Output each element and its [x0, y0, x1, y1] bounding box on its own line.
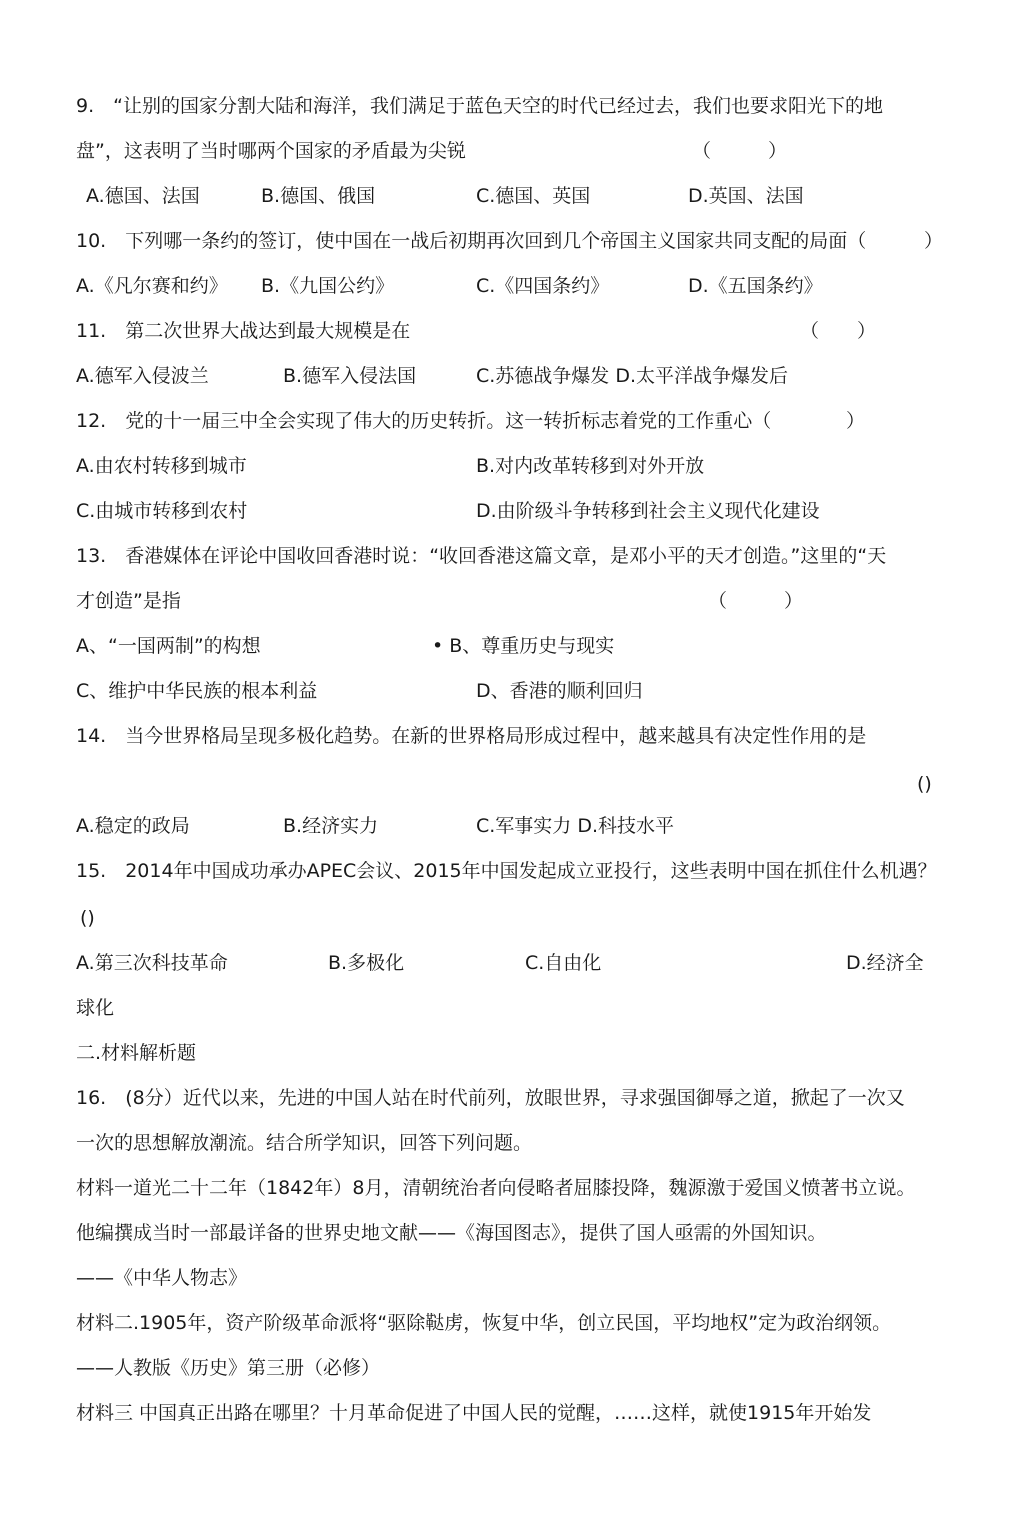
q12-stem-line1: 12. 党的十一届三中全会实现了伟大的历史转折。这一转折标志着党的工作重心（ — [76, 410, 772, 432]
q11-option-cd: C.苏德战争爆发 D.太平洋战争爆发后 — [476, 365, 789, 387]
q9-option-b: B.德国、俄国 — [261, 185, 376, 207]
q14-option-a: A.稳定的政局 — [76, 815, 190, 837]
q16-stem-line1: 16. (8分）近代以来，先进的中国人站在时代前列，放眼世界，寻求强国御辱之道，掀起了一次又 — [76, 1087, 905, 1109]
q12-option-d: D.由阶级斗争转移到社会主义现代化建设 — [476, 500, 820, 522]
q11-answer-paren: （ ） — [800, 320, 877, 342]
q15-option-a: A.第三次科技革命 — [76, 952, 228, 974]
q9-option-a: A.德国、法国 — [86, 185, 200, 207]
q12-paren-close: ） — [846, 410, 866, 432]
q13-stem-line2: 才创造”是指 — [76, 590, 181, 612]
q15-answer-paren: () — [80, 907, 95, 929]
q10-option-b: B.《九国公约》 — [261, 275, 395, 297]
material-2-source: ——人教版《历史》第三册（必修） — [76, 1357, 381, 1379]
q14-stem-line1: 14. 当今世界格局呈现多极化趋势。在新的世界格局形成过程中，越来越具有决定性作用的是 — [76, 725, 867, 747]
q14-option-cd: C.军事实力 D.科技水平 — [476, 815, 675, 837]
q13-stem-line1: 13. 香港媒体在评论中国收回香港时说：“收回香港这篇文章，是邓小平的天才创造。”这里的“天 — [76, 545, 887, 567]
material-1-source: ——《中华人物志》 — [76, 1267, 248, 1289]
q10-option-a: A.《凡尔赛和约》 — [76, 275, 228, 297]
q15-option-d: D.经济全 — [846, 952, 924, 974]
material-1-line1: 材料一道光二十二年（1842年）8月，清朝统治者向侵略者屈膝投降，魏源激于爱国义愤著书立说。 — [76, 1177, 916, 1199]
q11-stem-line1: 11. 第二次世界大战达到最大规模是在 — [76, 320, 411, 342]
q12-option-a: A.由农村转移到城市 — [76, 455, 247, 477]
q10-paren-close: ） — [924, 230, 944, 252]
material-2-line1: 材料二.1905年，资产阶级革命派将“驱除鞑虏，恢复中华，创立民国，平均地权”定为政治纲领。 — [76, 1312, 892, 1334]
q15-option-b: B.多极化 — [328, 952, 405, 974]
q15-stem-line1: 15. 2014年中国成功承办APEC会议、2015年中国发起成立亚投行，这些表明中国在抓住什么机遇？ — [76, 860, 937, 882]
q10-stem-line1: 10. 下列哪一条约的签订，使中国在一战后初期再次回到几个帝国主义国家共同支配的局面（ — [76, 230, 867, 252]
q13-option-c: C、维护中华民族的根本利益 — [76, 680, 318, 702]
section-heading: 二.材料解析题 — [76, 1042, 197, 1064]
q10-option-d: D.《五国条约》 — [688, 275, 823, 297]
q13-option-b: • B、尊重历史与现实 — [432, 635, 615, 657]
material-1-line2: 他编撰成当时一部最详备的世界史地文献——《海国图志》，提供了国人亟需的外国知识。 — [76, 1222, 827, 1244]
q11-option-a: A.德军入侵波兰 — [76, 365, 209, 387]
q9-answer-paren: （ ） — [692, 140, 788, 162]
q13-answer-paren: （ ） — [708, 590, 804, 612]
material-3-line1: 材料三 中国真正出路在哪里？十月革命促进了中国人民的觉醒，……这样，就使1915年开始发 — [76, 1402, 872, 1424]
q12-option-c: C.由城市转移到农村 — [76, 500, 248, 522]
q13-option-d: D、香港的顺利回归 — [476, 680, 643, 702]
q14-option-b: B.经济实力 — [283, 815, 379, 837]
q13-option-a: A、“一国两制”的构想 — [76, 635, 261, 657]
q16-stem-line2: 一次的思想解放潮流。结合所学知识，回答下列问题。 — [76, 1132, 533, 1154]
q10-option-c: C.《四国条约》 — [476, 275, 610, 297]
q9-stem-line2: 盘”，这表明了当时哪两个国家的矛盾最为尖锐 — [76, 140, 466, 162]
q15-option-d-wrap: 球化 — [76, 997, 115, 1019]
q9-option-d: D.英国、法国 — [688, 185, 804, 207]
q14-answer-paren: () — [917, 773, 932, 795]
q11-option-b: B.德军入侵法国 — [283, 365, 417, 387]
q9-stem-line1: 9. “让别的国家分割大陆和海洋，我们满足于蓝色天空的时代已经过去，我们也要求阳光下的地 — [76, 95, 883, 117]
q9-option-c: C.德国、英国 — [476, 185, 591, 207]
q12-option-b: B.对内改革转移到对外开放 — [476, 455, 705, 477]
q15-option-c: C.自由化 — [525, 952, 602, 974]
